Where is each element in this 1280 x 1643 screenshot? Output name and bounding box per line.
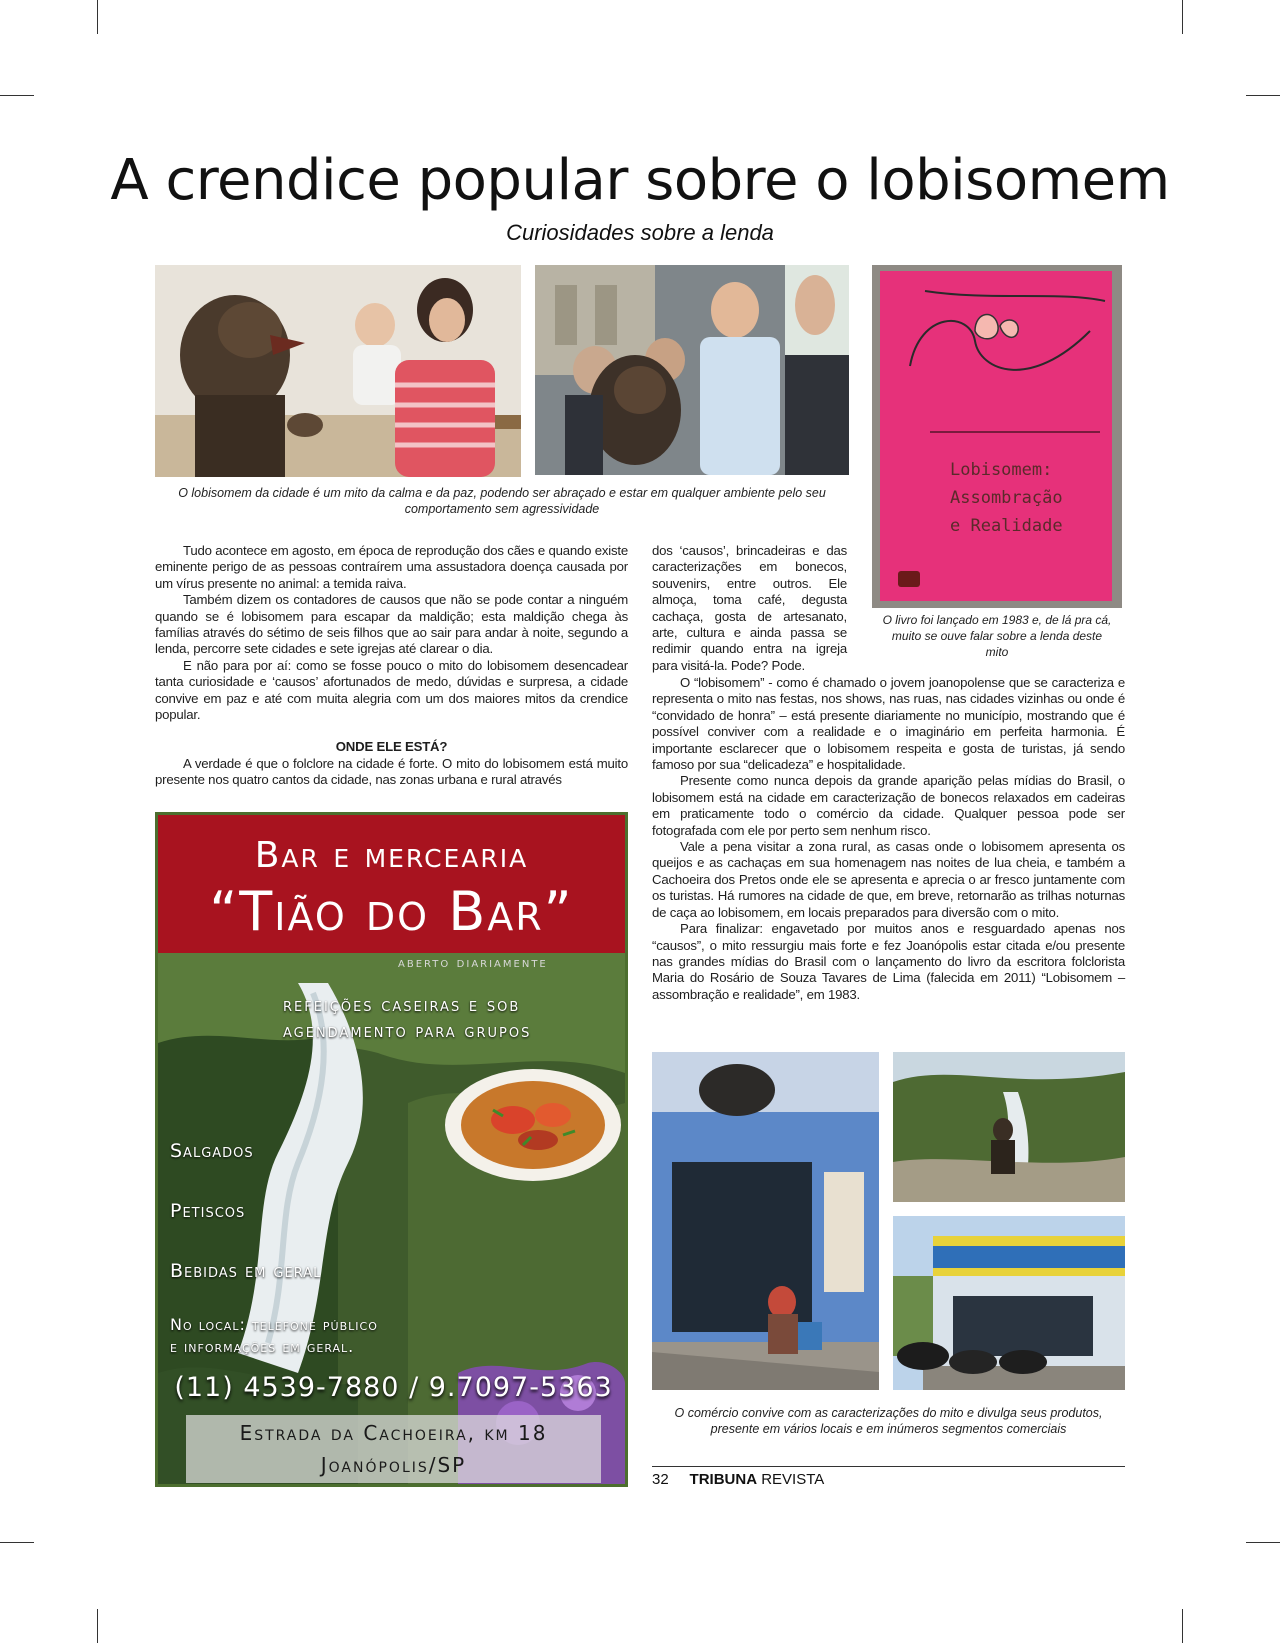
book-cover <box>880 271 1112 601</box>
ad-meals-line2: agendamento para grupos <box>283 1021 532 1042</box>
crop-mark <box>0 1542 34 1543</box>
ad-meals-line1: refeições caseiras e sob <box>283 995 521 1016</box>
book-photo <box>872 265 1122 608</box>
ad-phone: (11) 4539-7880 / 9.7097-5363 <box>174 1372 613 1403</box>
paragraph: Tudo acontece em agosto, em época de reprodução dos cães e quando existe eminente perigo de as pessoas contraírem uma assustadora doença causada por um vírus presente no animal: a temida raiva. <box>155 543 628 591</box>
ad-address-line2: Joanópolis/SP <box>320 1453 467 1477</box>
shop-front-photo <box>652 1052 879 1390</box>
top-photos-caption: O lobisomem da cidade é um mito da calma e da paz, podendo ser abraçado e estar em qualquer ambiente pelo seu comportamento sem agressividade <box>178 486 826 516</box>
page-footer <box>652 1471 824 1488</box>
ad-address-line1: Estrada da Cachoeira, km 18 <box>239 1421 548 1445</box>
crop-mark <box>1246 1542 1280 1543</box>
ad-item-petiscos: Petiscos <box>170 1200 246 1222</box>
ad-bar-name-line1: Bar e mercearia <box>254 835 529 876</box>
footer-brand-bold: TRIBUNA <box>689 1471 758 1488</box>
werewolf-handshake-photo <box>535 265 849 475</box>
ad-item-salgados: Salgados <box>170 1140 254 1162</box>
shop-sign-icon <box>699 1064 775 1116</box>
publisher-logo <box>898 571 920 587</box>
book-title-line1: Lobisomem: <box>950 460 1053 480</box>
article-column-1 <box>155 543 628 789</box>
paragraph: dos ‘causos’, brincadeiras e das caracterizações em bonecos, souvenirs, entre outros. Ele almoça, toma café, degusta cachaça, gosta de artesanato, arte, cultura e ainda passa se redimir quando entra na igreja para visitá-la. Pode? Pode. <box>652 543 847 673</box>
crop-mark <box>1182 0 1183 34</box>
paragraph: E não para por aí: como se fosse pouco o mito do lobisomem desencadear tanta curiosidade e ‘causos’ afortunados de medo, dúvidas e surpresa, a cidade convive em paz e até com muita alegria com um dos maiores mitos da crendice popular. <box>155 657 628 723</box>
ad-local-line1: No local: telefone público <box>170 1315 378 1334</box>
crop-mark <box>1246 95 1280 96</box>
page-subtitle: Curiosidades sobre a lenda <box>506 220 774 245</box>
paragraph: Vale a pena visitar a zona rural, as casas onde o lobisomem apresenta os queijos e as cachaças em sua homenagem nas noites de lua cheia, e também a Cachoeira dos Pretos onde ele se apresenta e aprecia o ar fresco juntamente com os turistas. Há rumores na cidade de que, em breve, retornarão as trilhas noturnas de caça ao lobisomem, em locais preparados para diversão com o mito. <box>652 839 1125 920</box>
crop-mark <box>97 0 98 34</box>
bottom-photos-caption: O comércio convive com as caracterizações do mito e divulga seus produtos, presente em vários locais e em inúmeros segmentos comerciais <box>674 1406 1103 1436</box>
bar-advertisement <box>155 812 628 1487</box>
section-heading: ONDE ELE ESTÁ? <box>335 739 448 755</box>
ad-local-line2: e informações em geral. <box>170 1337 355 1356</box>
article-column-2-top <box>652 543 847 674</box>
ad-address-box <box>186 1415 601 1483</box>
book-caption: O livro foi lançado em 1983 e, de lá pra cá, muito se ouve falar sobre a lenda deste mito <box>882 613 1112 659</box>
crop-mark <box>97 1609 98 1643</box>
paragraph: Presente como nunca depois da grande aparição pelas mídias do Brasil, o lobisomem está na cidade em caracterização de bonecos relaxados em cadeiras em praticamente todo o comércio da cidade. Qualquer pessoa pode ser fotografada com ele por perto sem nenhum risco. <box>652 773 1125 838</box>
ad-open-daily: aberto diariamente <box>398 955 548 971</box>
emporio-store-photo <box>893 1216 1125 1390</box>
page-title: A crendice popular sobre o lobisomem <box>110 148 1170 213</box>
footer-brand-regular: REVISTA <box>761 1471 825 1488</box>
book-title-line2: Assombração <box>950 488 1063 508</box>
crop-mark <box>1182 1609 1183 1643</box>
footer-rule <box>652 1466 1125 1467</box>
paragraph: Para finalizar: engavetado por muitos anos e resguardado apenas nos “causos”, o mito ressurgiu mais forte e fez Joanópolis estar citada e/ou presente nas grandes mídias do Brasil com o lançamento do livro da escritora folclorista Maria do Rosário de Souza Tavares de Lima (falecida em 2011) “Lobisomem – assombração e realidade”, em 1983. <box>652 921 1125 1002</box>
crop-mark <box>0 95 34 96</box>
waterfall-werewolf-photo <box>893 1052 1125 1202</box>
ad-bar-name-line2: “Tião do Bar” <box>209 880 574 943</box>
article-column-2 <box>652 675 1125 1003</box>
food-plate-image <box>443 1065 623 1185</box>
paragraph: Também dizem os contadores de causos que não se pode contar a ninguém quando se é lobisomem para escapar da maldição; esta maldição chega às famílias através do sétimo de seis filhos que ao sair para andar à noite, segundo a lenda, percorre sete cidades e sete igrejas até clarear o dia. <box>155 592 628 657</box>
book-title-line3: e Realidade <box>950 516 1063 536</box>
werewolf-baby-photo <box>155 265 521 477</box>
page-number: 32 <box>652 1471 669 1488</box>
paragraph: O “lobisomem” - como é chamado o jovem joanopolense que se caracteriza e representa o mito nas festas, nos shows, nas ruas, nas cidades vizinhas ou onde é “convidado de honra” – está presente diariamente no município, mostrando que é possível conviver com a realidade e o imaginário em perfeita harmonia. É importante esclarecer que o lobisomem respeita e gosta de turistas, já sendo famoso por sua “delicadeza” e hospitalidade. <box>652 675 1125 773</box>
book-cover-doodle <box>880 271 1112 421</box>
ad-item-bebidas: Bebidas em geral <box>170 1260 322 1282</box>
paragraph: A verdade é que o folclore na cidade é forte. O mito do lobisomem está muito presente nos quatro cantos da cidade, nas zonas urbana e rural através <box>155 755 628 788</box>
